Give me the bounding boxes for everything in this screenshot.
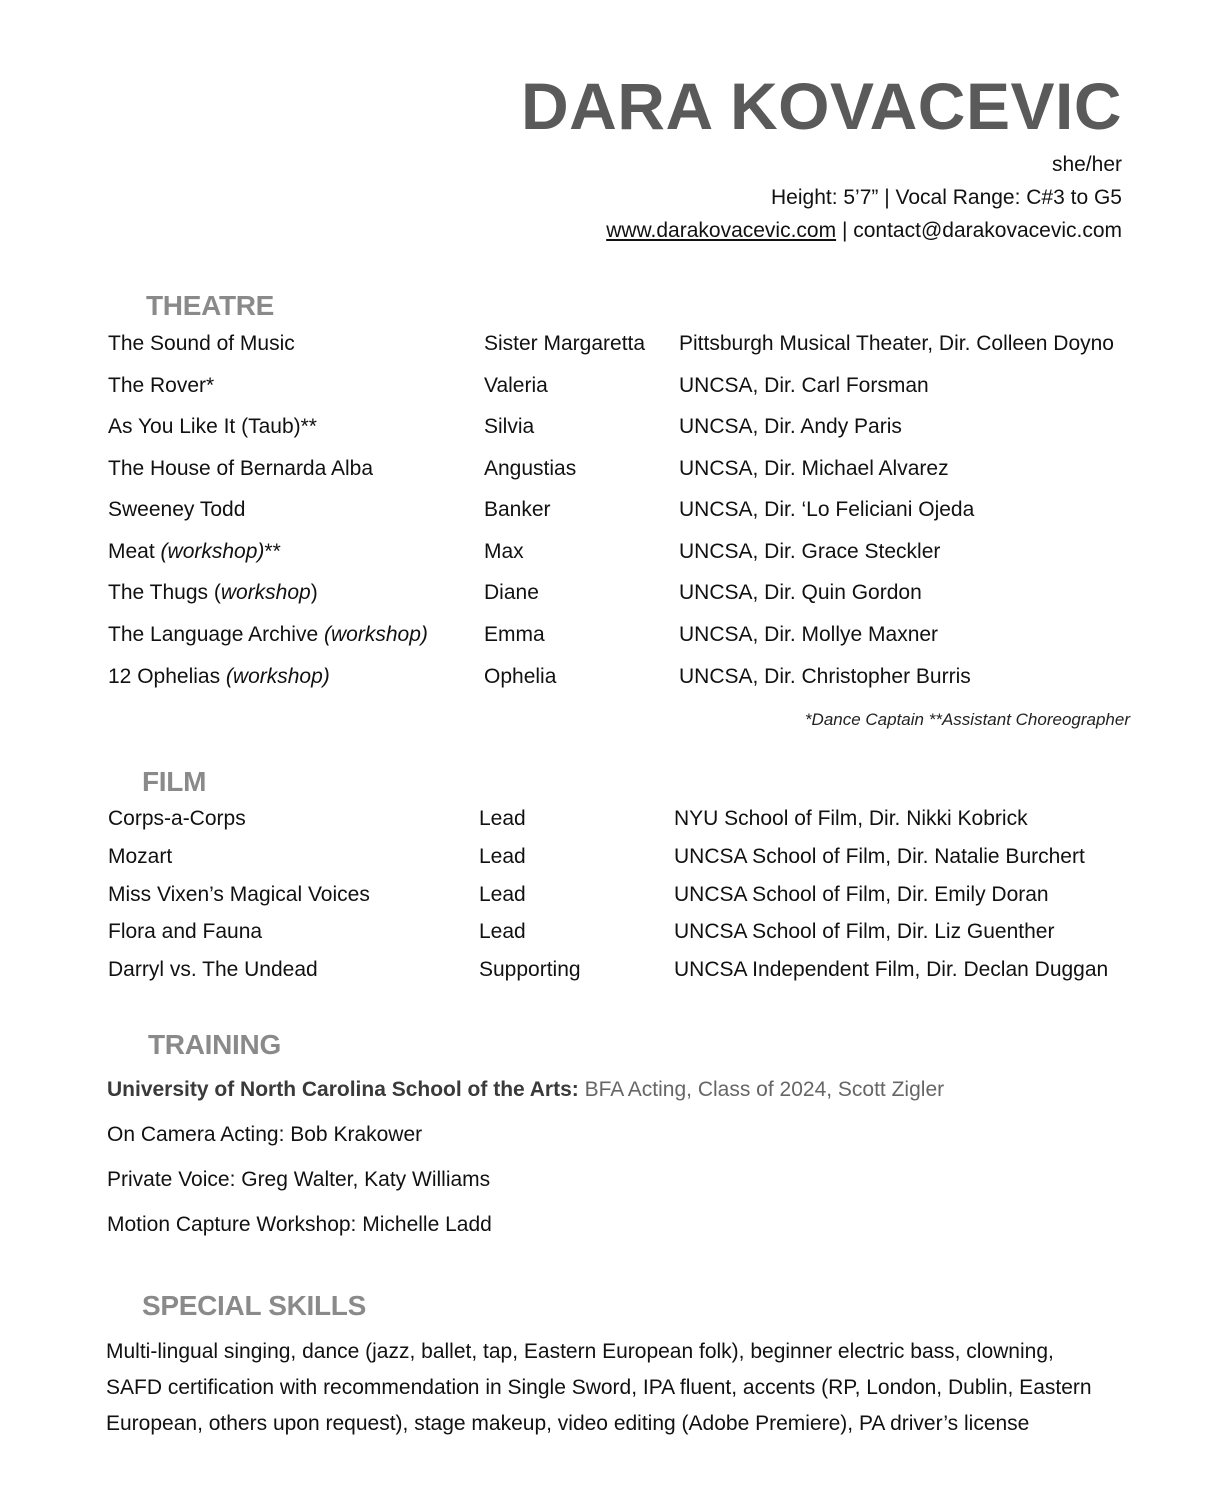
film-title: Flora and Fauna <box>108 920 263 943</box>
theatre-heading: THEATRE <box>146 290 275 321</box>
role: Valeria <box>484 374 548 397</box>
company: UNCSA, Dir. Andy Paris <box>679 415 902 438</box>
pronouns: she/her <box>1051 153 1122 176</box>
role: Angustias <box>484 457 577 480</box>
company: NYU School of Film, Dir. Nikki Kobrick <box>674 807 1028 830</box>
role: Silvia <box>484 415 535 438</box>
skills-paragraph <box>106 1334 1116 1442</box>
role: Max <box>484 540 524 563</box>
film-row <box>0 804 1208 834</box>
film-row <box>0 955 1208 985</box>
show-title: Meat (workshop)** <box>108 540 281 563</box>
theatre-row <box>0 454 1208 484</box>
show-title: The Sound of Music <box>108 332 295 355</box>
theatre-row <box>0 578 1208 608</box>
role: Lead <box>479 920 526 943</box>
role: Ophelia <box>484 665 557 688</box>
theatre-row <box>0 495 1208 525</box>
film-row <box>0 880 1208 910</box>
company: UNCSA, Dir. ‘Lo Feliciani Ojeda <box>679 498 975 521</box>
film-title: Darryl vs. The Undead <box>108 958 318 981</box>
training-item: Private Voice: Greg Walter, Katy Williams <box>107 1168 491 1191</box>
skills-line: SAFD certification with recommendation in Single Sword, IPA fluent, accents (RP, London, Dublin, Eastern <box>106 1376 1092 1399</box>
show-title: The Thugs (workshop) <box>108 581 318 604</box>
training-item: On Camera Acting: Bob Krakower <box>107 1123 423 1146</box>
contact-line <box>521 214 1122 247</box>
company: UNCSA School of Film, Dir. Emily Doran <box>674 883 1049 906</box>
role: Sister Margaretta <box>484 332 646 355</box>
show-title: 12 Ophelias (workshop) <box>108 665 330 688</box>
show-title: The Rover* <box>108 374 215 397</box>
film-row <box>0 917 1208 947</box>
company: UNCSA, Dir. Carl Forsman <box>679 374 929 397</box>
company: UNCSA, Dir. Christopher Burris <box>679 665 971 688</box>
resume-header <box>521 68 1122 247</box>
role: Supporting <box>479 958 581 981</box>
company: Pittsburgh Musical Theater, Dir. Colleen Doyno <box>679 332 1114 355</box>
theatre-row <box>0 329 1208 359</box>
company: UNCSA Independent Film, Dir. Declan Duggan <box>674 958 1109 981</box>
contact-separator: | <box>836 219 854 242</box>
company: UNCSA, Dir. Michael Alvarez <box>679 457 949 480</box>
role: Emma <box>484 623 545 646</box>
degree-info: BFA Acting, Class of 2024, Scott Zigler <box>578 1078 945 1101</box>
skills-line: Multi-lingual singing, dance (jazz, ballet, tap, Eastern European folk), beginner electric bass, clowning, <box>106 1340 1054 1363</box>
email-address: contact@darakovacevic.com <box>853 219 1122 242</box>
film-heading: FILM <box>142 766 207 797</box>
company: UNCSA School of Film, Dir. Liz Guenther <box>674 920 1055 943</box>
company: UNCSA School of Film, Dir. Natalie Burchert <box>674 845 1085 868</box>
film-title: Mozart <box>108 845 173 868</box>
theatre-footnote: *Dance Captain **Assistant Choreographer <box>804 710 1130 729</box>
skills-line: European, others upon request), stage makeup, video editing (Adobe Premiere), PA driver’s license <box>106 1412 1030 1435</box>
website-link[interactable]: www.darakovacevic.com <box>606 219 837 242</box>
show-title: As You Like It (Taub)** <box>108 415 317 438</box>
film-row <box>0 842 1208 872</box>
school-line <box>107 1075 944 1105</box>
film-title: Miss Vixen’s Magical Voices <box>108 883 370 906</box>
physical-stats: Height: 5’7” | Vocal Range: C#3 to G5 <box>771 186 1122 209</box>
show-title: Sweeney Todd <box>108 498 246 521</box>
role: Banker <box>484 498 551 521</box>
show-title: The Language Archive (workshop) <box>108 623 428 646</box>
theatre-row <box>0 412 1208 442</box>
training-item: Motion Capture Workshop: Michelle Ladd <box>107 1213 492 1236</box>
school-name: University of North Carolina School of the Arts: <box>107 1078 579 1101</box>
theatre-row <box>0 537 1208 567</box>
theatre-row <box>0 371 1208 401</box>
skills-heading: SPECIAL SKILLS <box>142 1290 366 1321</box>
role: Diane <box>484 581 539 604</box>
company: UNCSA, Dir. Grace Steckler <box>679 540 941 563</box>
company: UNCSA, Dir. Quin Gordon <box>679 581 922 604</box>
role: Lead <box>479 883 526 906</box>
company: UNCSA, Dir. Mollye Maxner <box>679 623 939 646</box>
theatre-row <box>0 662 1208 692</box>
theatre-row <box>0 620 1208 650</box>
role: Lead <box>479 807 526 830</box>
show-title: The House of Bernarda Alba <box>108 457 374 480</box>
role: Lead <box>479 845 526 868</box>
actor-name: DARA KOVACEVIC <box>520 69 1122 143</box>
film-title: Corps-a-Corps <box>108 807 246 830</box>
training-heading: TRAINING <box>148 1029 281 1060</box>
